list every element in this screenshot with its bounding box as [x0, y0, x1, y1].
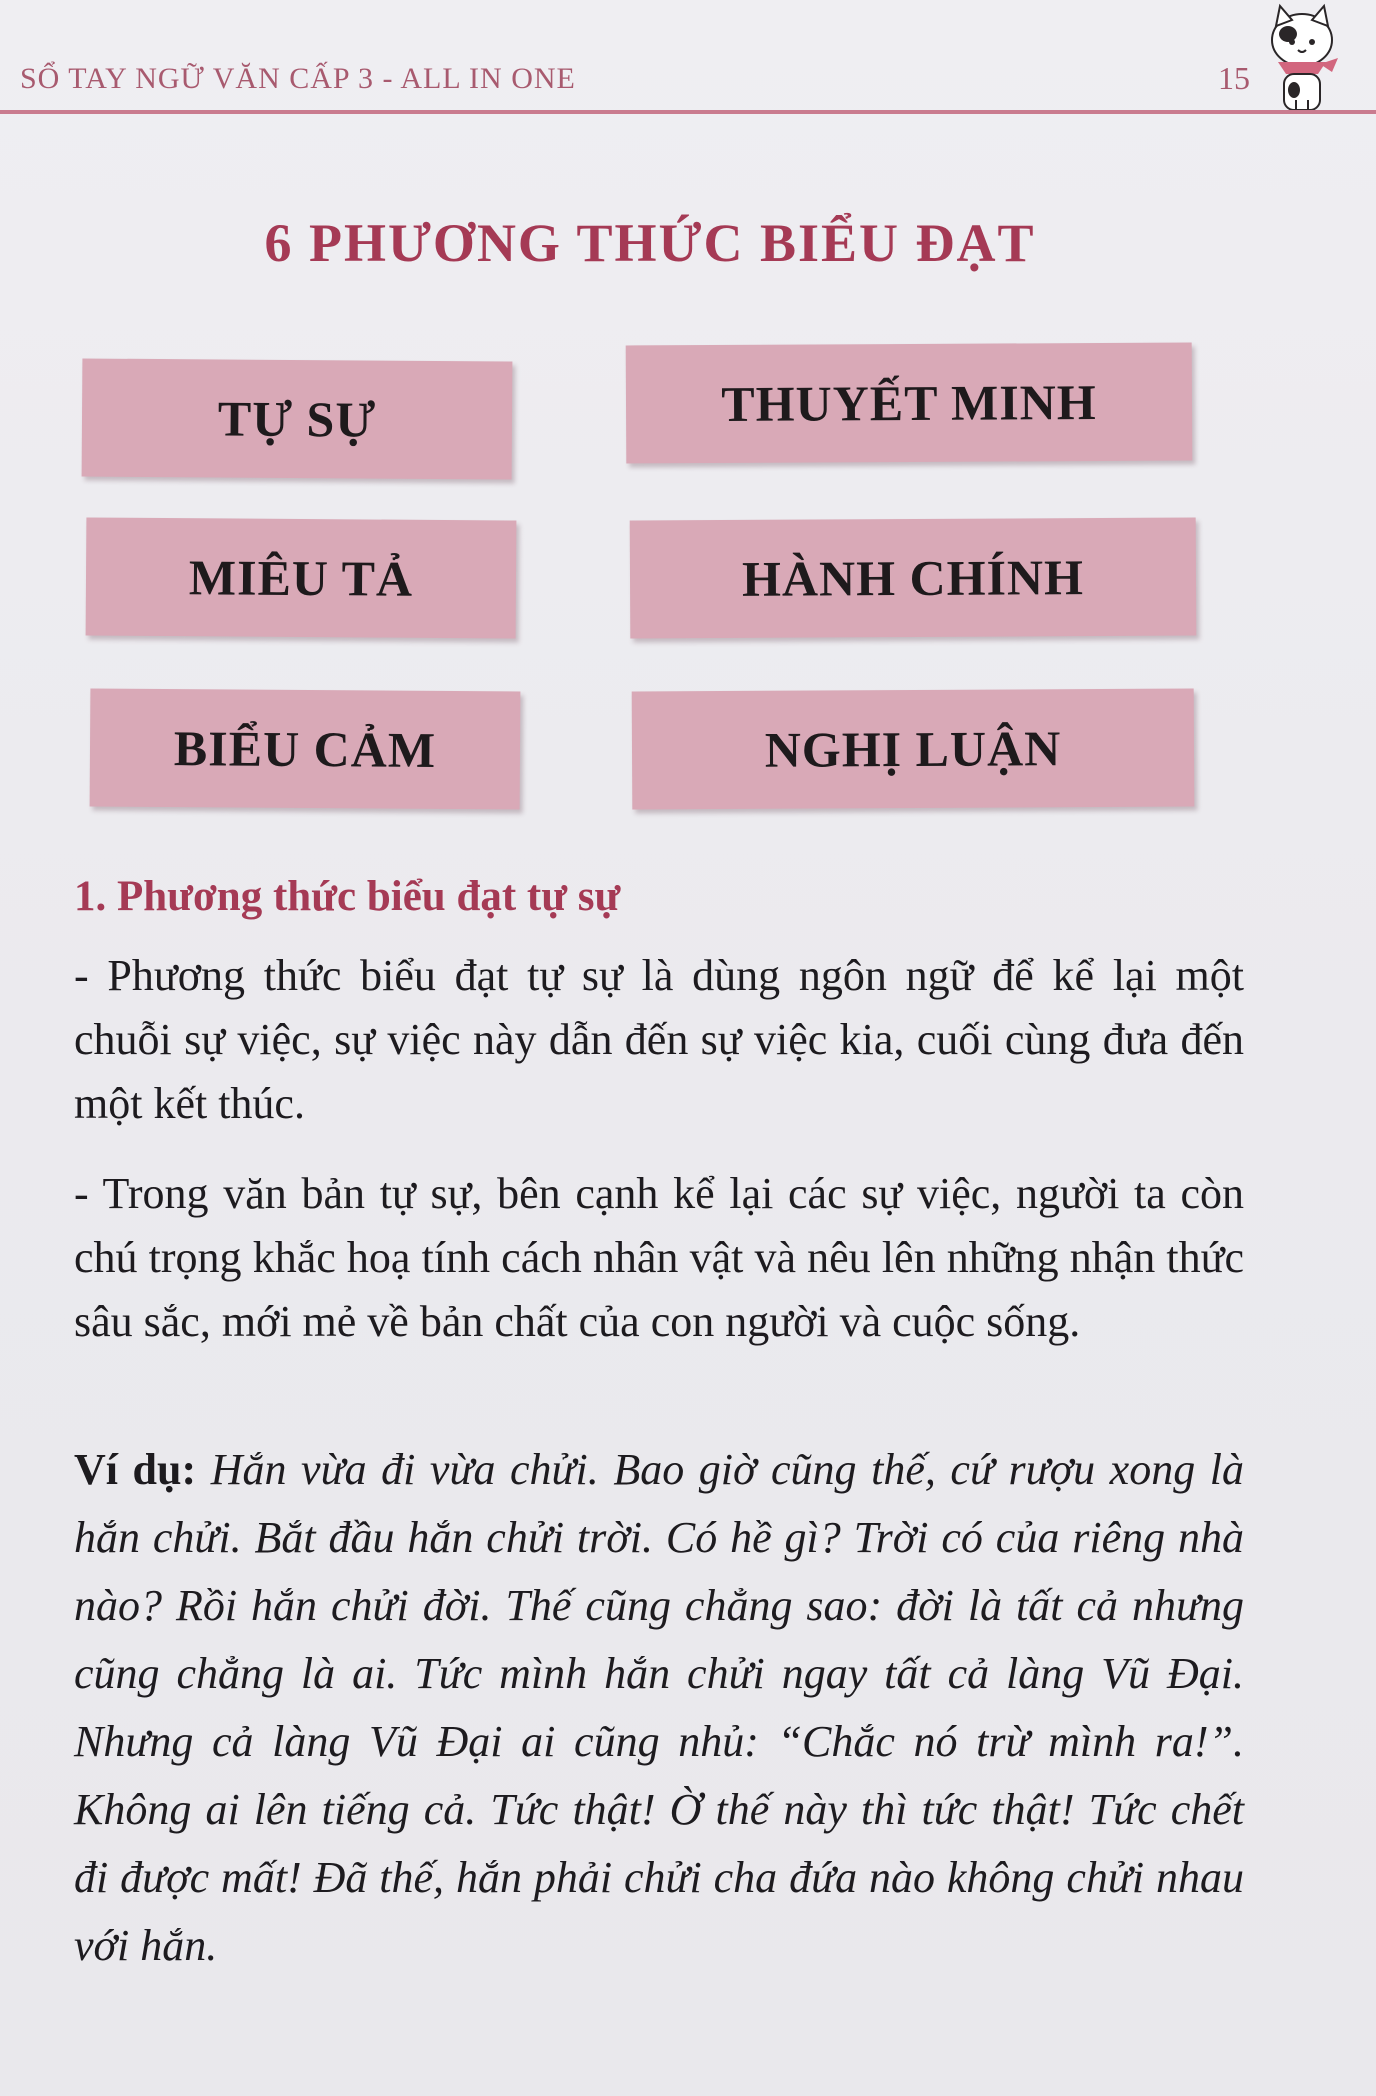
paragraph-characteristics: - Trong văn bản tự sự, bên cạnh kể lại các sự việc, người ta còn chú trọng khắc hoạ tính cách nhân vật và nêu lên những nhận thức sâu sắc, mới mẻ về bản chất của con người và cuộc sống.: [74, 1169, 1244, 1346]
page-header: [20, 60, 1280, 104]
page-number: 15: [1218, 60, 1250, 96]
example-label: Ví dụ:: [74, 1445, 197, 1494]
page-title: 6 PHƯƠNG THỨC BIỂU ĐẠT: [264, 213, 1036, 273]
mode-box-nghi-luan: NGHỊ LUẬN: [632, 689, 1195, 810]
mode-box-hanh-chinh: HÀNH CHÍNH: [630, 518, 1197, 639]
mode-box-thuyet-minh: THUYẾT MINH: [626, 343, 1193, 464]
mode-box-bieu-cam: BIỂU CẢM: [90, 689, 521, 810]
running-head: SỔ TAY NGỮ VĂN CẤP 3 - ALL IN ONE: [20, 62, 576, 95]
paragraph-definition: - Phương thức biểu đạt tự sự là dùng ngôn ngữ để kể lại một chuỗi sự việc, sự việc này dẫn đến sự việc kia, cuối cùng đưa đến một kết thúc.: [74, 951, 1244, 1128]
cat-mascot-icon: [1258, 0, 1344, 118]
section-heading: 1. Phương thức biểu đạt tự sự: [74, 873, 621, 920]
mode-box-tu-su: TỰ SỰ: [82, 359, 513, 480]
mode-box-mieu-ta: MIÊU TẢ: [86, 518, 517, 639]
example-text: Hắn vừa đi vừa chửi. Bao giờ cũng thế, cứ rượu xong là hắn chửi. Bắt đầu hắn chửi trời. Có hề gì? Trời có của riêng nhà nào? Rồi hắn chửi đời. Thế cũng chẳng sao: đời là tất cả nhưng cũng chẳng là ai. Tức mình hắn chửi ngay tất cả làng Vũ Đại. Nhưng cả làng Vũ Đại ai cũng nhủ: “Chắc nó trừ mình ra!”. Không ai lên tiếng cả. Tức thật! Ờ thế này thì tức thật! Tức chết đi được mất! Đã thế, hắn phải chửi cha đứa nào không chửi nhau với hắn.: [74, 1445, 1245, 1970]
header-divider: [0, 110, 1376, 114]
example-block: [74, 1436, 1244, 1980]
